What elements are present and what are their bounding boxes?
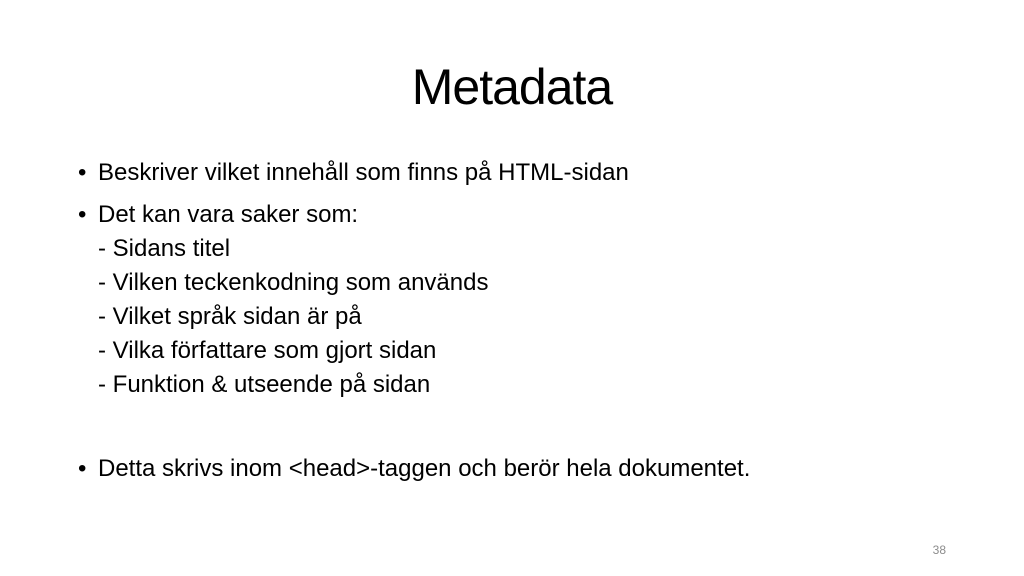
bullet-icon: • <box>78 159 87 186</box>
bullet-text: Det kan vara saker som: <box>98 201 359 228</box>
sub-item-encoding: - Vilken teckenkodning som används <box>98 269 489 296</box>
sub-item-language: - Vilket språk sidan är på <box>98 303 362 330</box>
page-number: 38 <box>932 543 946 557</box>
bullet-item <box>70 198 970 402</box>
bullet-icon: • <box>78 201 87 228</box>
sub-item-function: - Funktion & utseende på sidan <box>98 371 431 398</box>
bullet-item <box>70 452 970 486</box>
sub-item-title: - Sidans titel <box>98 235 231 262</box>
bullet-item <box>70 156 970 190</box>
slide-content <box>70 156 970 486</box>
bullet-text: Detta skrivs inom <head>-taggen och berör hela dokumentet. <box>98 455 751 482</box>
bullet-text: Beskriver vilket innehåll som finns på HTML-sidan <box>98 159 629 186</box>
slide-title: Metadata <box>411 59 613 115</box>
sub-item-authors: - Vilka författare som gjort sidan <box>98 337 437 364</box>
bullet-icon: • <box>78 455 87 482</box>
